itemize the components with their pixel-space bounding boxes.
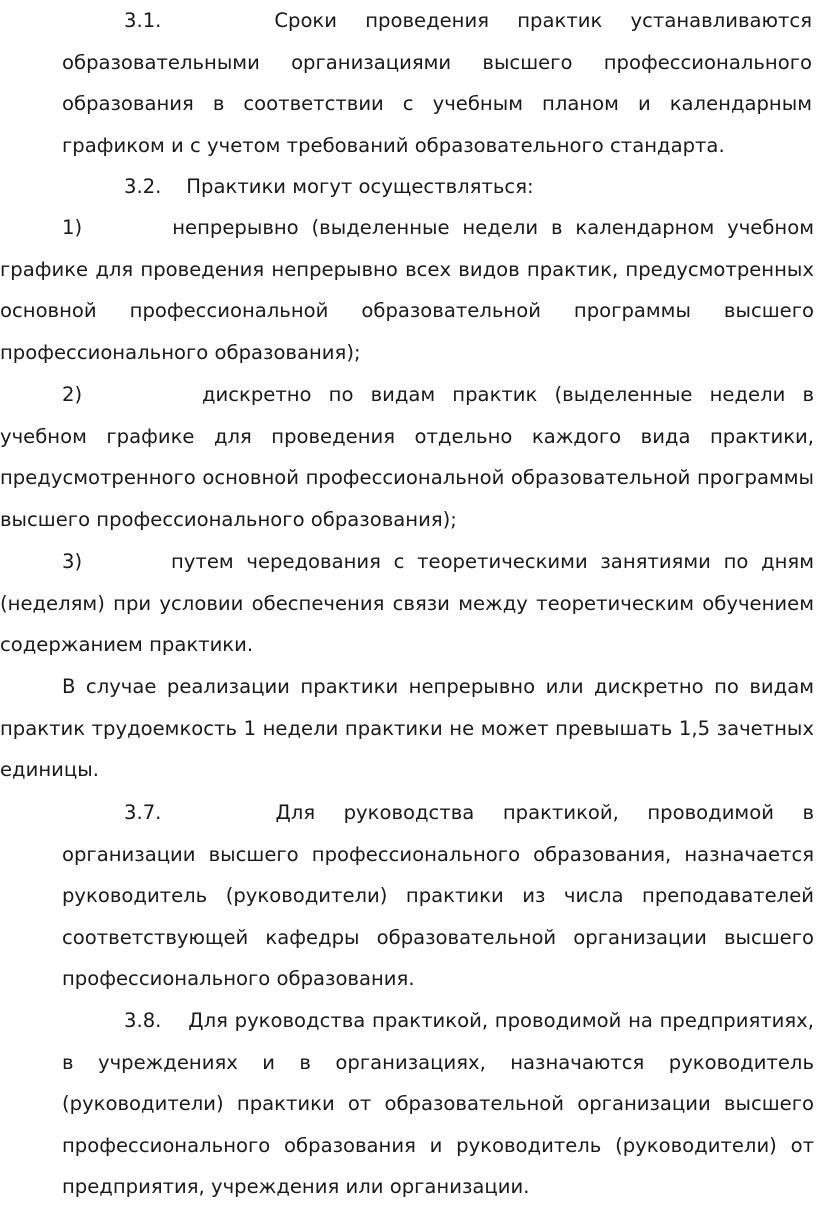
- list-item-1: [0, 207, 814, 373]
- text-line: единицы.: [0, 758, 99, 781]
- text-line: 3) путем чередования с теоретическими занятиями по дням: [62, 550, 814, 573]
- text-line: (руководители) практики от образовательной организации высшего: [62, 1092, 814, 1115]
- text-line: профессионального образования и руководитель (руководители) от: [62, 1133, 814, 1157]
- list-item-3: [0, 541, 814, 666]
- text-line: (неделям) при условии обеспечения связи между теоретическим обучением: [0, 591, 814, 615]
- text-line: высшего профессионального образования);: [0, 507, 457, 531]
- paragraph-credit-units: [0, 666, 814, 791]
- text-line: В случае реализации практики непрерывно или дискретно по видам: [62, 675, 814, 698]
- text-line: в учреждениях и в организациях, назначаются руководитель: [62, 1050, 814, 1074]
- text-line: руководитель (руководители) практики из числа преподавателей: [62, 884, 814, 907]
- text-line: учебном графике для проведения отдельно каждого вида практики,: [0, 424, 814, 448]
- text-line: 3.7. Для руководства практикой, проводимой в: [124, 801, 814, 824]
- text-line: 3.8. Для руководства практикой, проводимой на предприятиях,: [124, 1009, 814, 1032]
- text-line: 2) дискретно по видам практик (выделенные недели в: [62, 383, 814, 406]
- text-line: соответствующей кафедры образовательной организации высшего: [62, 925, 814, 949]
- text-line: предусмотренного основной профессиональной образовательной программы: [0, 466, 814, 489]
- paragraph-3-7: [62, 792, 814, 1000]
- text-line: графиком и с учетом требований образовательного стандарта.: [62, 133, 725, 157]
- text-line: образовательными организациями высшего профессионального: [62, 50, 812, 74]
- text-line: профессионального образования.: [62, 967, 415, 990]
- paragraph-3-2: [124, 166, 814, 208]
- text-line: практик трудоемкость 1 недели практики не может превышать 1,5 зачетных: [0, 716, 814, 740]
- text-line: предприятия, учреждения или организации.: [62, 1175, 530, 1198]
- text-line: профессионального образования);: [0, 340, 361, 364]
- text-line: содержанием практики.: [0, 633, 254, 656]
- text-line: образования в соответствии с учебным планом и календарным: [62, 92, 812, 115]
- text-line: графике для проведения непрерывно всех видов практик, предусмотренных: [0, 257, 814, 281]
- text-line: 3.1. Сроки проведения практик устанавливаются: [124, 9, 812, 32]
- list-item-2: [0, 374, 814, 540]
- paragraph-3-1: [62, 0, 812, 166]
- text-line: организации высшего профессионального образования, назначается: [62, 842, 814, 866]
- text-line: 1) непрерывно (выделенные недели в календарном учебном: [62, 216, 814, 239]
- text-line: основной профессиональной образовательной программы высшего: [0, 299, 814, 322]
- paragraph-3-8: [62, 1000, 814, 1208]
- text-line: 3.2. Практики могут осуществляться:: [124, 175, 534, 198]
